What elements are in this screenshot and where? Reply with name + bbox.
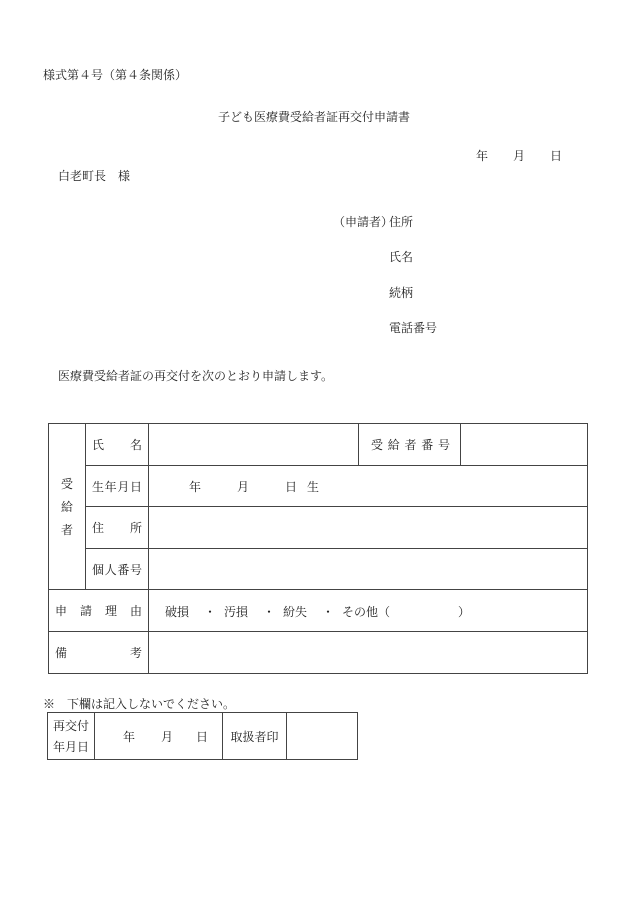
statement: 医療費受給者証の再交付を次のとおり申請します。: [58, 369, 334, 383]
reason-separator: ・: [204, 604, 217, 619]
birthdate-suffix: 生: [307, 480, 320, 494]
form-title: 子ども医療費受給者証再交付申請書: [218, 110, 411, 124]
name-field[interactable]: [149, 424, 359, 466]
recipient-number-field[interactable]: [461, 424, 588, 466]
handler-seal-field[interactable]: [287, 713, 358, 760]
reissue-date-field[interactable]: [95, 713, 223, 760]
reason-separator: ・: [322, 604, 335, 619]
office-use-table: [47, 712, 358, 760]
reason-separator: ・: [263, 604, 276, 619]
recipient-group-label: 受 給 者: [49, 424, 86, 590]
reissue-year-unit: 年: [123, 730, 136, 744]
birthdate-year-unit: 年: [189, 480, 202, 494]
reissue-day-unit: 日: [196, 730, 209, 744]
remarks-field[interactable]: [149, 632, 588, 674]
office-use-note: ※ 下欄は記入しないでください。: [43, 697, 236, 711]
date-month: 月: [513, 149, 526, 163]
reason-other-close: ）: [458, 604, 471, 619]
remarks-label: 備 考: [49, 632, 149, 674]
reason-label: 申 請 理 由: [49, 590, 149, 632]
reissue-date-label: 再交付 年月日: [48, 713, 95, 760]
applicant-name-label: 氏名: [389, 250, 414, 264]
date-day: 日: [550, 149, 563, 163]
addressee: 白老町長 様: [58, 169, 131, 183]
handler-seal-label: 取扱者印: [223, 713, 287, 760]
personal-number-label: 個 人 番 号: [86, 549, 149, 590]
form-number: 様式第４号（第４条関係）: [43, 68, 188, 82]
personal-number-field[interactable]: [149, 549, 588, 590]
birthdate-month-unit: 月: [237, 480, 250, 494]
reason-loss[interactable]: 紛失: [283, 604, 308, 619]
reason-soiling[interactable]: 汚損: [224, 604, 249, 619]
applicant-relation-label: 続柄: [389, 286, 414, 300]
name-label: 氏 名: [86, 424, 149, 466]
applicant-address-label: 住所: [389, 215, 414, 229]
birthdate-field[interactable]: [149, 466, 588, 507]
reason-field[interactable]: [149, 590, 588, 632]
reissue-month-unit: 月: [161, 730, 174, 744]
reason-damage[interactable]: 破損: [165, 604, 190, 619]
date-year: 年: [476, 149, 489, 163]
birthdate-label: 生 年 月 日: [86, 466, 149, 507]
applicant-label: （申請者）: [333, 215, 394, 229]
address-field[interactable]: [149, 507, 588, 549]
applicant-phone-label: 電話番号: [389, 321, 438, 335]
recipient-number-label: 受 給 者 番 号: [359, 424, 461, 466]
application-table: [48, 423, 588, 674]
birthdate-day-unit: 日: [285, 480, 298, 494]
address-label: 住 所: [86, 507, 149, 549]
reason-other[interactable]: その他（: [342, 604, 391, 619]
